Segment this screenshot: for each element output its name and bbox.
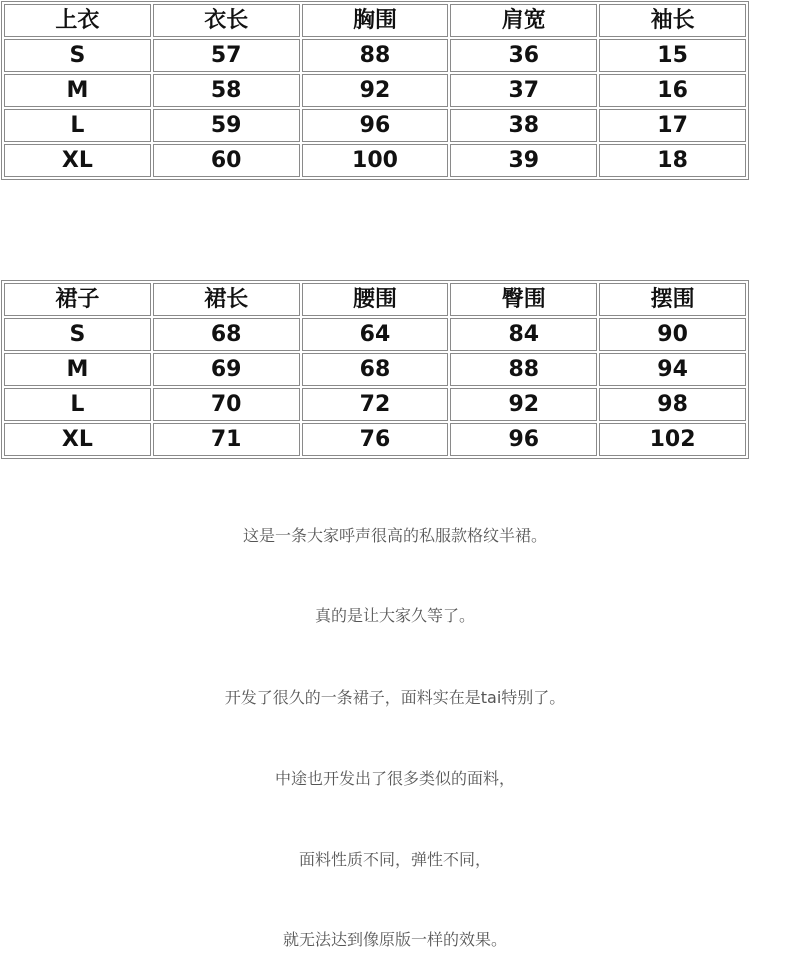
header-cell: 袖长: [599, 4, 746, 37]
table-cell: 84: [450, 318, 597, 351]
table-cell: 90: [599, 318, 746, 351]
table-cell: L: [4, 388, 151, 421]
table-cell: L: [4, 109, 151, 142]
table-cell: 57: [153, 39, 300, 72]
table-cell: 88: [450, 353, 597, 386]
table-cell: 60: [153, 144, 300, 177]
table-cell: XL: [4, 144, 151, 177]
description-line: 开发了很久的一条裙子，面料实在是tai特别了。: [224, 688, 566, 707]
table-cell: 36: [450, 39, 597, 72]
header-cell: 上衣: [4, 4, 151, 37]
description-line: 这是一条大家呼声很高的私服款格纹半裙。: [242, 526, 547, 545]
table-cell: 72: [302, 388, 449, 421]
header-cell: 衣长: [153, 4, 300, 37]
table-cell: 92: [450, 388, 597, 421]
description-line: 真的是让大家久等了。: [314, 606, 475, 625]
header-cell: 腰围: [302, 283, 449, 316]
table-row: [4, 39, 746, 72]
table-cell: 58: [153, 74, 300, 107]
table-cell: 37: [450, 74, 597, 107]
table-row: [4, 388, 746, 421]
table-cell: 70: [153, 388, 300, 421]
table-cell: S: [4, 318, 151, 351]
header-cell: 臀围: [450, 283, 597, 316]
table-cell: 68: [302, 353, 449, 386]
table-cell: 15: [599, 39, 746, 72]
header-cell: 摆围: [599, 283, 746, 316]
header-cell: 裙长: [153, 283, 300, 316]
header-cell: 肩宽: [450, 4, 597, 37]
table-header-row: [4, 283, 746, 316]
table-cell: 71: [153, 423, 300, 456]
table-cell: 64: [302, 318, 449, 351]
table-cell: S: [4, 39, 151, 72]
description-line: 中途也开发出了很多类似的面料，: [274, 769, 515, 788]
table-cell: 38: [450, 109, 597, 142]
table-cell: XL: [4, 423, 151, 456]
table-row: [4, 353, 746, 386]
bottom-size-table: [1, 280, 749, 459]
header-cell: 胸围: [302, 4, 449, 37]
table-row: [4, 144, 746, 177]
table-cell: M: [4, 74, 151, 107]
header-cell: 裙子: [4, 283, 151, 316]
table-cell: 69: [153, 353, 300, 386]
table-cell: 68: [153, 318, 300, 351]
table-cell: 92: [302, 74, 449, 107]
table-row: [4, 109, 746, 142]
table-cell: 17: [599, 109, 746, 142]
top-size-table: [1, 1, 749, 180]
table-cell: 76: [302, 423, 449, 456]
description-line: 面料性质不同，弹性不同，: [298, 850, 491, 869]
table-cell: 59: [153, 109, 300, 142]
description-line: 就无法达到像原版一样的效果。: [282, 930, 507, 949]
table-row: [4, 423, 746, 456]
table-cell: 100: [302, 144, 449, 177]
table-cell: 39: [450, 144, 597, 177]
table-header-row: [4, 4, 746, 37]
table-cell: M: [4, 353, 151, 386]
table-cell: 98: [599, 388, 746, 421]
table-cell: 16: [599, 74, 746, 107]
table-cell: 94: [599, 353, 746, 386]
table-cell: 96: [450, 423, 597, 456]
table-cell: 96: [302, 109, 449, 142]
table-cell: 88: [302, 39, 449, 72]
table-cell: 102: [599, 423, 746, 456]
table-cell: 18: [599, 144, 746, 177]
table-row: [4, 318, 746, 351]
table-row: [4, 74, 746, 107]
